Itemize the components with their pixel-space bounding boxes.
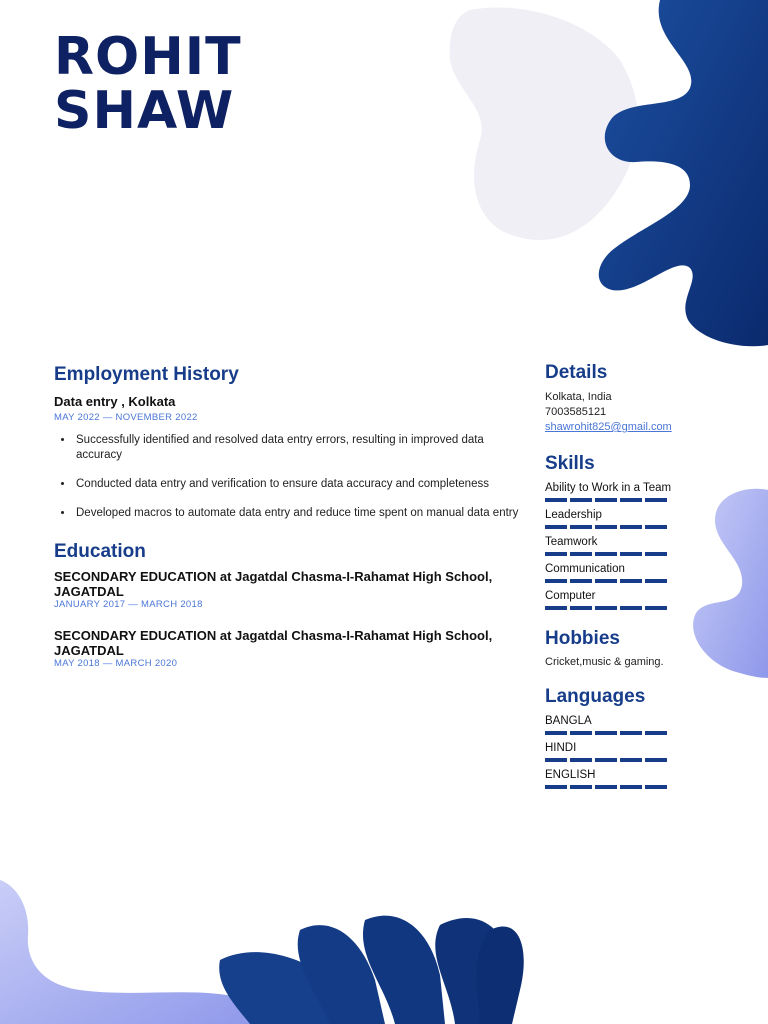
first-name: ROHIT — [54, 27, 242, 87]
skill-level-bar — [545, 606, 667, 610]
candidate-name — [54, 27, 242, 141]
skill-label: Ability to Work in a Team — [545, 482, 672, 494]
language-label: HINDI — [545, 742, 577, 754]
hobbies-text: Cricket,music & gaming. — [545, 656, 664, 668]
job-bullet: • Conducted data entry and verification to ensure data accuracy and completeness — [74, 477, 524, 492]
language-level-bar — [545, 731, 667, 735]
skill-level-bar — [545, 498, 667, 502]
language-label: ENGLISH — [545, 769, 596, 781]
location-text: Kolkata, India — [545, 391, 612, 403]
job-bullet: • Successfully identified and resolved data entry errors, resulting in improved data accuracy — [74, 433, 524, 463]
skill-item — [545, 481, 705, 502]
skill-level-bar — [545, 525, 667, 529]
language-level-bar — [545, 785, 667, 789]
skill-level-bar — [545, 579, 667, 583]
job-dates: MAY 2022 — NOVEMBER 2022 — [54, 412, 198, 423]
skill-item — [545, 562, 705, 583]
details-heading: Details — [545, 362, 608, 383]
job-title: Data entry , Kolkata — [54, 394, 176, 409]
skill-label: Leadership — [545, 509, 602, 521]
skill-item — [545, 535, 705, 556]
education-entry — [54, 628, 524, 669]
details-block — [545, 390, 705, 435]
language-item — [545, 714, 705, 735]
last-name: SHAW — [54, 81, 235, 141]
job-bullets — [54, 433, 524, 521]
skill-level-bar — [545, 552, 667, 556]
skill-item — [545, 508, 705, 529]
skill-label: Teamwork — [545, 536, 598, 548]
skills-heading: Skills — [545, 453, 595, 474]
education-dates: MAY 2018 — MARCH 2020 — [54, 658, 178, 669]
language-level-bar — [545, 758, 667, 762]
skill-item — [545, 589, 705, 610]
education-title: SECONDARY EDUCATION at Jagatdal Chasma-I-Rahamat High School, JAGATDAL — [54, 569, 493, 599]
education-entry — [54, 569, 524, 610]
languages-heading: Languages — [545, 686, 646, 707]
job-entry — [54, 394, 524, 521]
hobbies-heading: Hobbies — [545, 628, 620, 649]
language-item — [545, 741, 705, 762]
language-item — [545, 768, 705, 789]
email-link[interactable]: shawrohit825@gmail.com — [545, 421, 672, 433]
main-column — [54, 364, 524, 669]
employment-heading: Employment History — [54, 364, 239, 385]
education-heading: Education — [54, 541, 146, 562]
skill-label: Communication — [545, 563, 625, 575]
sidebar-column — [545, 362, 705, 789]
education-title: SECONDARY EDUCATION at Jagatdal Chasma-I-Rahamat High School, JAGATDAL — [54, 628, 493, 658]
language-label: BANGLA — [545, 715, 592, 727]
education-dates: JANUARY 2017 — MARCH 2018 — [54, 599, 203, 610]
phone-text: 7003585121 — [545, 406, 607, 418]
skill-label: Computer — [545, 590, 596, 602]
job-bullet: • Developed macros to automate data entry and reduce time spent on manual data entry — [74, 506, 524, 521]
